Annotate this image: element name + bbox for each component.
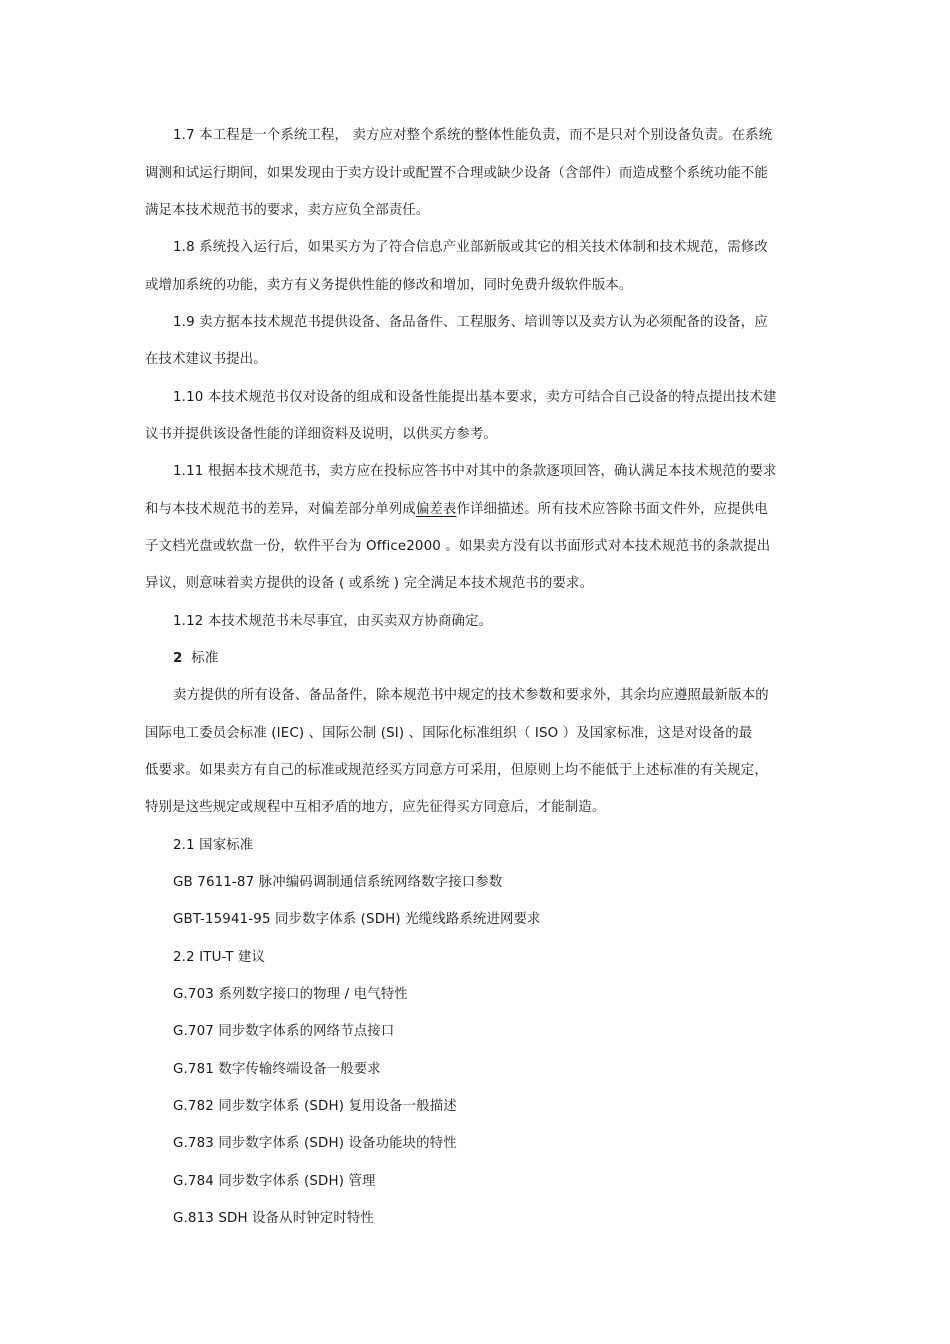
itu-recommendation-item: G.707 同步数字体系的网络节点接口	[173, 1024, 395, 1039]
paragraph-1-11-line-3: 子文档光盘或软盘一份，软件平台为 Office2000 。如果卖方没有以书面形式对本技术规范书的条款提出	[145, 539, 771, 554]
itu-recommendation-item: G.783 同步数字体系 (SDH) 设备功能块的特性	[173, 1136, 457, 1151]
section-2-heading	[173, 649, 838, 669]
paragraph-1-11-line-2-before: 和与本技术规范书的差异，对偏差部分单列成	[145, 502, 416, 517]
paragraph-1-8-line-2: 或增加系统的功能，卖方有义务提供性能的修改和增加，同时免费升级软件版本。	[145, 278, 633, 293]
itu-recommendation-item: G.782 同步数字体系 (SDH) 复用设备一般描述	[173, 1099, 457, 1114]
paragraph-1-7-line-1: 1.7 本工程是一个系统工程， 卖方应对整个系统的整体性能负责，而不是只对个别设备负责。在系统	[173, 128, 773, 143]
paragraph-1-11-line-2	[145, 500, 810, 520]
paragraph-1-8-line-1: 1.8 系统投入运行后，如果买方为了符合信息产业部新版或其它的相关技术体制和技术规范，需修改	[173, 240, 768, 255]
paragraph-1-7-line-2: 调测和试运行期间，如果发现由于卖方设计或配置不合理或缺少设备（含部件）而造成整个系统功能不能	[145, 166, 768, 181]
section-2-intro-line-4: 特别是这些规定或规程中互相矛盾的地方，应先征得买方同意后，才能制造。	[145, 800, 606, 815]
paragraph-1-11-line-1: 1.11 根据本技术规范书，卖方应在投标应答书中对其中的条款逐项回答，确认满足本技术规范的要求	[173, 464, 777, 479]
subsection-2-2-heading: 2.2 ITU-T 建议	[173, 950, 266, 965]
subsection-2-1-heading: 2.1 国家标准	[173, 838, 254, 853]
itu-recommendation-item: G.703 系列数字接口的物理 / 电气特性	[173, 987, 408, 1002]
paragraph-1-11-line-2-after: 作详细描述。所有技术应答除书面文件外，应提供电	[456, 502, 768, 517]
section-2-intro-line-1: 卖方提供的所有设备、备品备件，除本规范书中规定的技术参数和要求外，其余均应遵照最新版本的	[173, 688, 769, 703]
itu-recommendation-item: G.784 同步数字体系 (SDH) 管理	[173, 1174, 376, 1189]
section-2-intro-line-2: 国际电工委员会标准 (IEC) 、国际公制 (SI) 、国际化标准组织（ ISO ）及国家标准，这是对设备的最	[145, 726, 753, 741]
itu-recommendation-item: G.781 数字传输终端设备一般要求	[173, 1062, 381, 1077]
paragraph-1-10-line-2: 议书并提供该设备性能的详细资料及说明，以供买方参考。	[145, 427, 498, 442]
national-standard-item: GBT-15941-95 同步数字体系 (SDH) 光缆线路系统进网要求	[173, 912, 541, 927]
itu-recommendation-item: G.813 SDH 设备从时钟定时特性	[173, 1211, 374, 1226]
deviation-table-term: 偏差表	[415, 502, 457, 517]
section-2-number: 2	[173, 651, 183, 666]
national-standard-item: GB 7611-87 脉冲编码调制通信系统网络数字接口参数	[173, 875, 503, 890]
section-2-intro-line-3: 低要求。如果卖方有自己的标准或规范经买方同意方可采用，但原则上均不能低于上述标准的有关规定，	[145, 763, 768, 778]
paragraph-1-12-line-1: 1.12 本技术规范书未尽事宜，由买卖双方协商确定。	[173, 614, 493, 629]
section-2-title: 标准	[191, 651, 219, 666]
paragraph-1-9-line-1: 1.9 卖方据本技术规范书提供设备、备品备件、工程服务、培训等以及卖方认为必须配备的设备，应	[173, 315, 768, 330]
paragraph-1-7-line-3: 满足本技术规范书的要求，卖方应负全部责任。	[145, 203, 430, 218]
paragraph-1-9-line-2: 在技术建议书提出。	[145, 352, 267, 367]
paragraph-1-11-line-4: 异议，则意味着卖方提供的设备 ( 或系统 ) 完全满足本技术规范书的要求。	[145, 576, 594, 591]
paragraph-1-10-line-1: 1.10 本技术规范书仅对设备的组成和设备性能提出基本要求，卖方可结合自己设备的特点提出技术建	[173, 390, 777, 405]
